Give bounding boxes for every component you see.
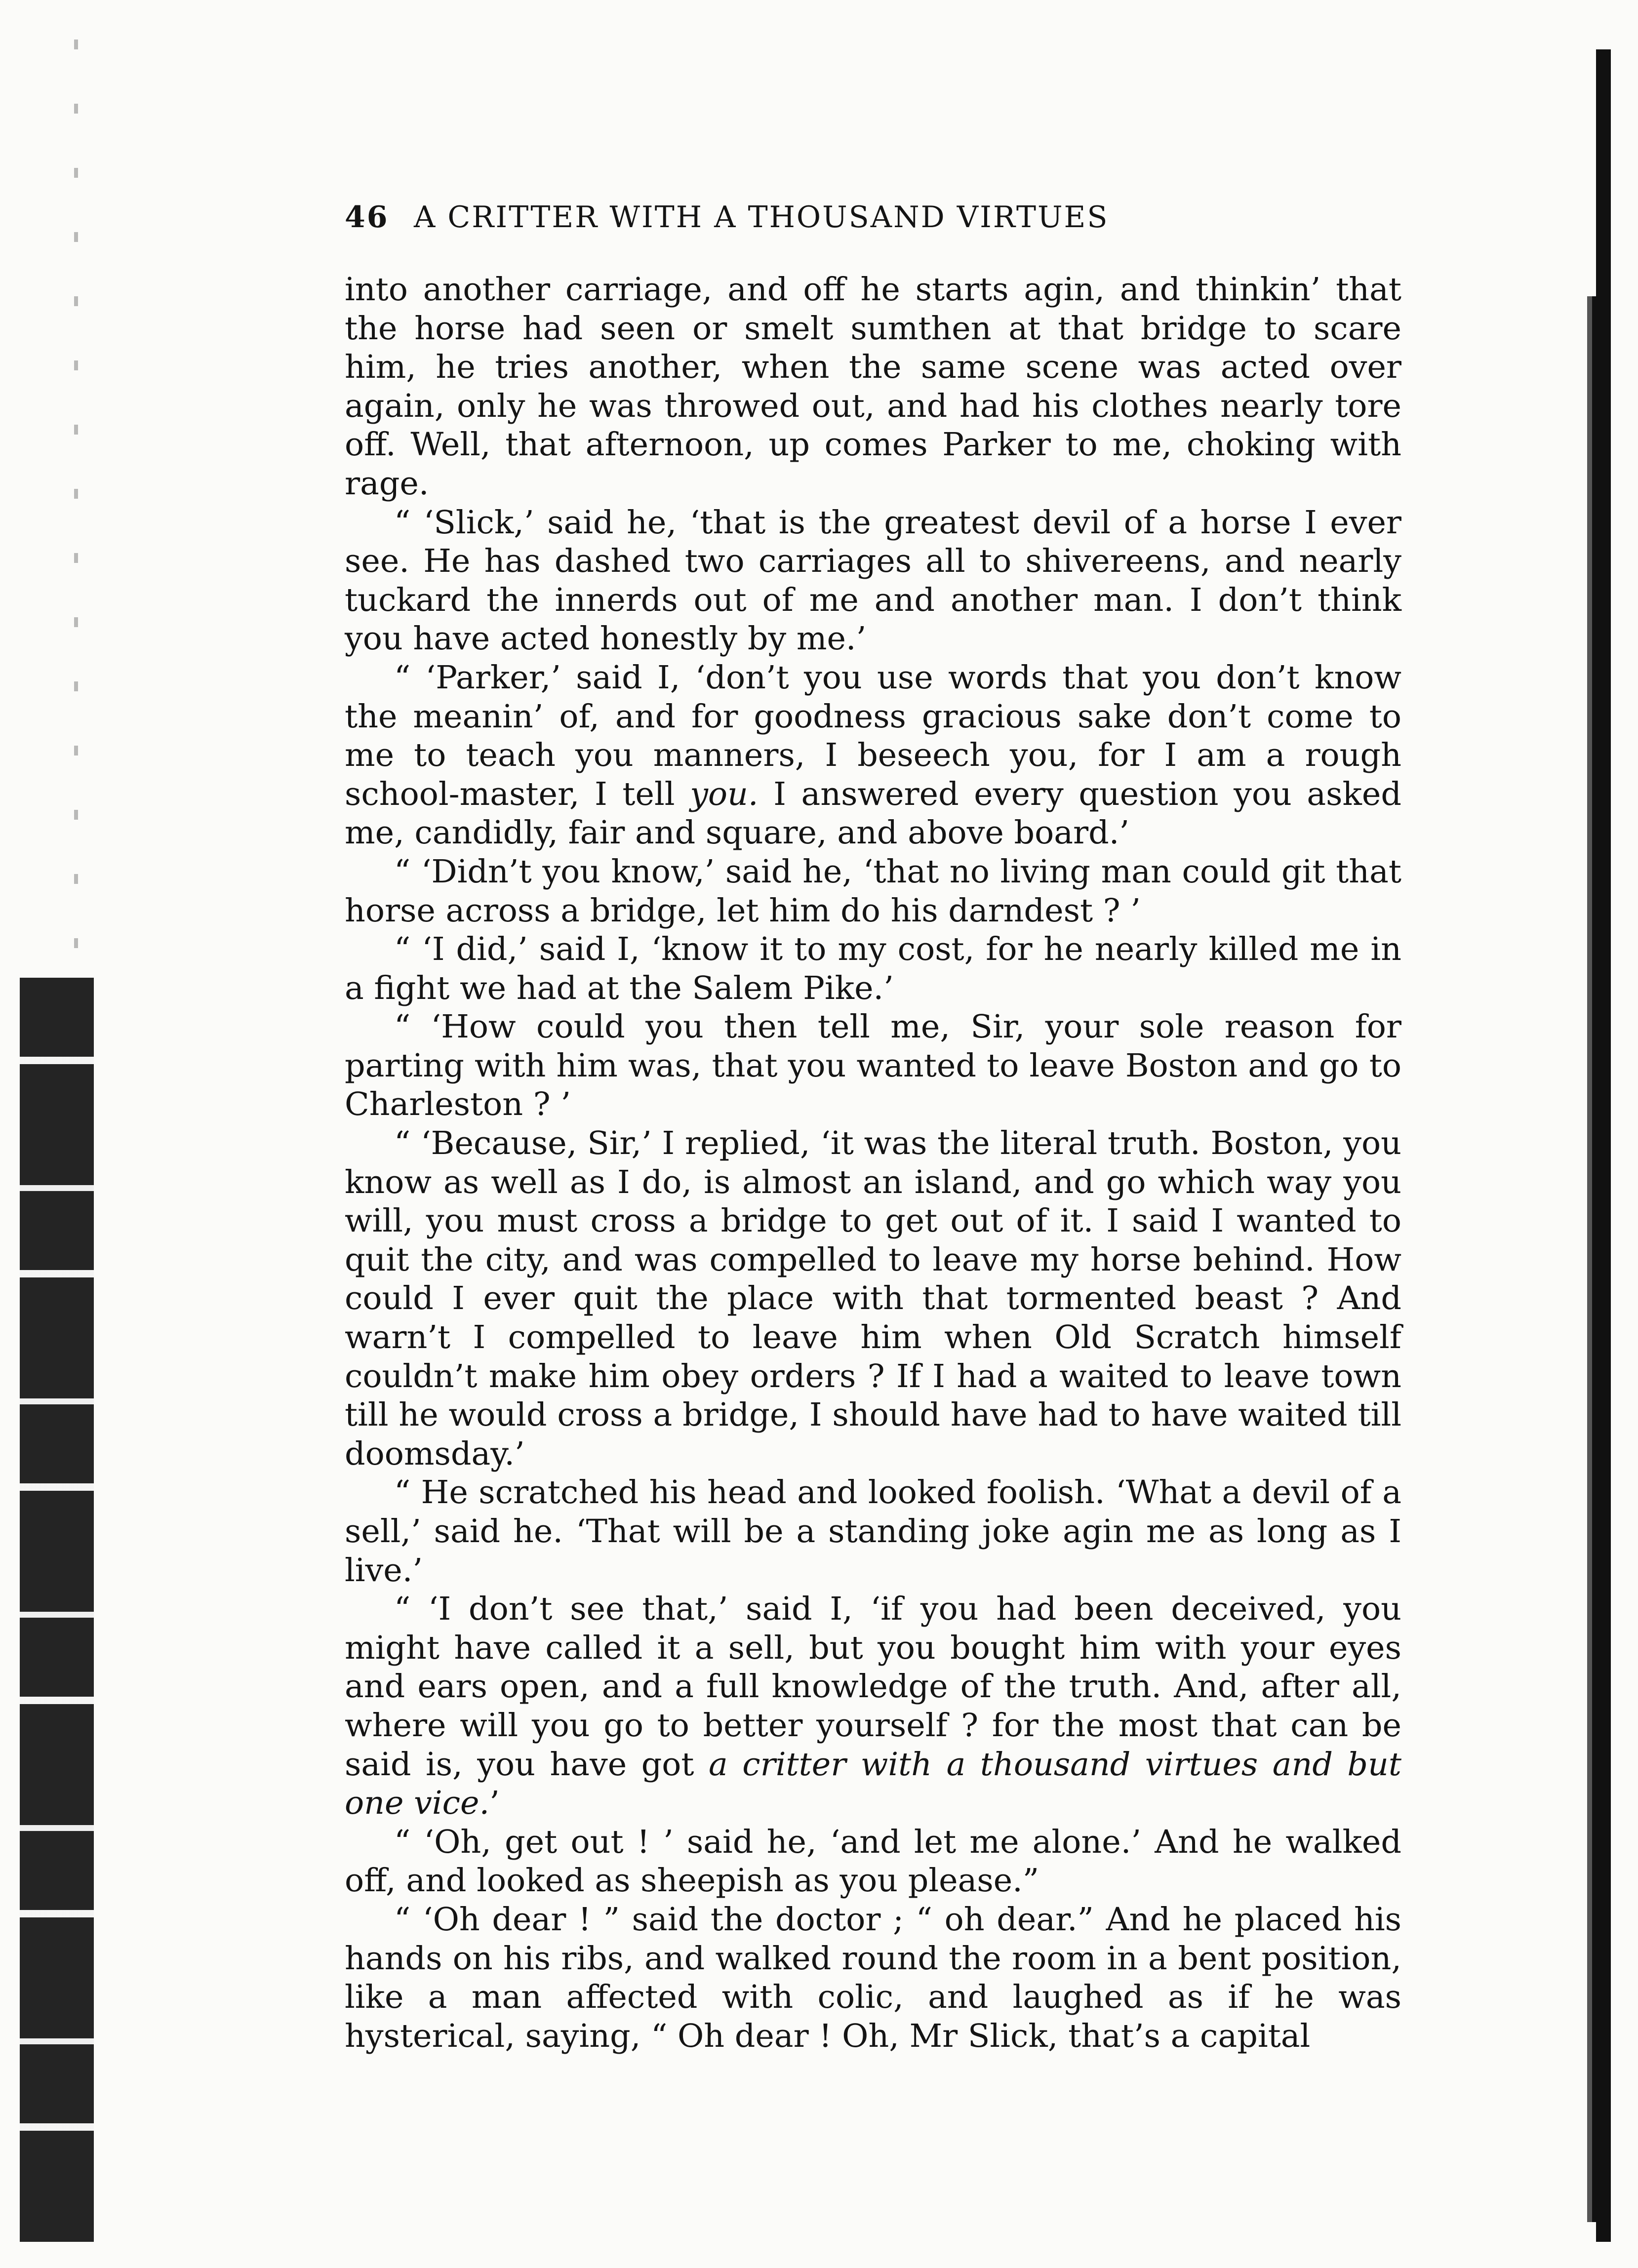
paragraph [345, 1590, 1401, 1823]
running-title: A CRITTER WITH A THOUSAND VIRTUES [414, 200, 1109, 235]
scan-edge-left-marks [74, 40, 78, 978]
running-head [345, 195, 1401, 239]
italic-text: you. [690, 775, 759, 813]
italic-text: a critter with a thousand virtues and but one vice. [345, 1746, 1402, 1822]
paragraph: “ ‘Didn’t you know,’ said he, ‘that no living man could git that horse across a bridge, let him do his darndest ? ’ [345, 853, 1401, 929]
paragraph: “ ‘I did,’ said I, ‘know it to my cost, for he nearly killed me in a fight we had at the Salem Pike.’ [345, 931, 1401, 1007]
paragraph: “ ‘Oh, get out ! ’ said he, ‘and let me alone.’ And he walked off, and looked as sheepish as you please.” [345, 1823, 1401, 1900]
scan-edge-right [1596, 49, 1611, 2242]
paragraph: “ ‘Oh dear ! ” said the doctor ; “ oh dear.” And he placed his hands on his ribs, and walked round the room in a bent position, like a man affected with colic, and laughed as if he was hysterical, saying, “ Oh dear ! Oh, Mr Slick, that’s a capital [345, 1901, 1401, 2055]
page-number: 46 [345, 200, 389, 235]
paragraph: “ He scratched his head and looked foolish. ‘What a devil of a sell,’ said he. ‘That will be a standing joke agin me as long as I live.’ [345, 1474, 1401, 1589]
paragraph-text: “ ‘I don’t see that,’ said I, ‘if you had been deceived, you might have called it a sell, but you bought him with your eyes and ears open, and a full knowledge of the truth. And, after all, where will you go to better yourself ? for the most that can be said is, you have got [345, 1591, 1401, 1783]
paragraph-text: “ ‘Parker,’ said I, ‘don’t you use words that you don’t know the meanin’ of, and for goodness gracious sake don’t come to me to teach you manners, I beseech you, for I am a rough school-master, I tell [345, 659, 1401, 813]
paragraph: “ ‘Because, Sir,’ I replied, ‘it was the literal truth. Boston, you know as well as I do, is almost an island, and go which way you will, you must cross a bridge to get out of it. I said I wanted to quit the city, and was compelled to leave my horse behind. How could I ever quit the place with that tormented beast ? And warn’t I compelled to leave him when Old Scratch himself couldn’t make him obey orders ? If I had a waited to leave town till he would cross a bridge, I should have had to have waited till doomsday.’ [345, 1125, 1401, 1472]
paragraph: “ ‘How could you then tell me, Sir, your sole reason for parting with him was, that you wanted to leave Boston and go to Charleston ? ’ [345, 1008, 1401, 1123]
paragraph: into another carriage, and off he starts agin, and thinkin’ that the horse had seen or smelt sumthen at that bridge to scare him, he tries another, when the same scene was acted over again, only he was throwed out, and had his clothes nearly tore off. Well, that afternoon, up comes Parker to me, choking with rage. [345, 271, 1401, 502]
paragraph-text: I answered every question you asked me, candidly, fair and square, and above board.’ [345, 775, 1401, 852]
paragraph [345, 659, 1401, 853]
paragraph-text: ’ [489, 1785, 500, 1822]
paragraph: “ ‘Slick,’ said he, ‘that is the greatest devil of a horse I ever see. He has dashed two carriages all to shivereens, and nearly tuckard the innerds out of me and another man. I don’t think you have acted honestly by me.’ [345, 504, 1401, 658]
scan-edge-left [20, 978, 94, 2242]
body-text [345, 271, 1401, 2056]
